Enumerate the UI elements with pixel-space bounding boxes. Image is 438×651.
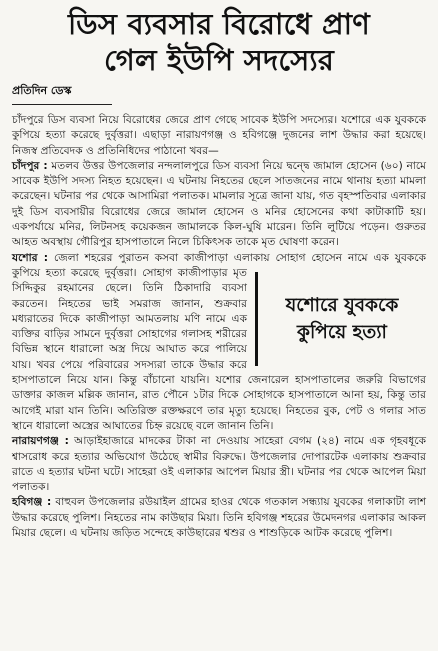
narayanganj-text: আড়াইহাজারে মাদকের টাকা না দেওয়ায় সাহেরা বেগম (২৪) নামে এক গৃহবধূকে শ্বাসরোধ করে হত্যার অভিযোগ উঠেছে স্বামীর বিরুদ্ধে। উপজেলার দোপারটেক এলাকায় শুক্রবার রাতে এ হত্যার ঘটনা ঘটে। সাহেরা ওই এলাকার আপেল মিয়ার স্ত্রী। ঘটনার পর থেকে আপেল মিয়া পলাতক। — [12, 435, 426, 494]
dateline-habiganj: হবিগঞ্জ : — [12, 496, 52, 509]
pull-quote-line-2: কুপিয়ে হত্যা — [297, 321, 387, 343]
habiganj-text: বাহুবল উপজেলার রউয়াইল গ্রামের হাওর থেকে গতকাল সন্ধ্যায় যুবকের গলাকাটা লাশ উদ্ধার করেছে পুলিশ। নিহতের নাম কাউছার মিয়া। তিনি হবিগঞ্জ শহরের উমেদনগর এলাকার আকল মিয়ার ছেলে। এ ঘটনায় জড়িত সন্দেহে কাউছারের শ্বশুর ও শাশুড়িকে আটক করেছে পুলিশ। — [12, 496, 426, 540]
article-body — [12, 113, 426, 541]
dateline-jessore: যশোর : — [12, 251, 49, 264]
jessore-paragraph — [12, 251, 426, 435]
pull-quote-box — [255, 272, 426, 366]
chandpur-text: মতলব উত্তর উপজেলার নন্দলালপুরে ডিস ব্যবসা নিয়ে দ্বন্দ্বে জামাল হোসেন (৬০) নামে সাবেক ইউপি সদস্য নিহত হয়েছেন। এ ঘটনায় নিহতের ছেলে সাতজনের নামে থানায় হত্যা মামলা করেছেন। ঘটনার পর থেকে আসামিরা পলাতক। মামলার সূত্রে জানা যায়, গত বৃহস্পতিবার এলাকার দুই ডিস ব্যবসায়ীর বিরোধের জেরে জামাল হোসেন ও মনির হোসেনের কথা কাটাকাটি হয়। একপর্যায়ে মনির, লিটনসহ কয়েকজন জামালকে কিল-ঘুষি মারেন। তিনি লুটিয়ে পড়েন। গুরুতর আহত অবস্থায় গৌরিপুর হাসপাতালে নিলে চিকিৎসক তাকে মৃত ঘোষণা করেন। — [12, 159, 426, 249]
byline: প্রতিদিন ডেস্ক — [12, 82, 112, 105]
jessore-text-a: জেলা শহরের পুরাতন কসবা কাজীপাড়া এলাকায় সোহাগ হোসেন নামে এক যুবককে কুপিয়ে হত্যা করেছে দুর্বৃত্তরা। — [12, 251, 426, 279]
jessore-text-b: সোহাগ কাজীপাড়ার মৃত সিদ্দিকুর রহমানের ছেলে। তিনি ঠিকাদারি ব্যবসা করতেন। নিহতের ভাই সমরাজ জানান, শুক্রবার মধ্যরাতের দিকে কাজীপাড়া আমতলায় মণি নামে এক ব্যক্তির বাড়ির সামনে দুর্বৃত্তরা সোহাগের গলাসহ শরীরের বিভিন্ন স্থানে ধারালো অস্ত্র দিয়ে আঘাত করে পালিয়ে যায়। খবর পেয়ে পরিবারের সদস্যরা তাকে উদ্ধার করে হাসপাতালে নিয়ে যান। কিন্তু বাঁচানো যায়নি। যশোর জেনারেল হাসপাতালের জরুরি বিভাগের ডাক্তার কাজল মল্লিক জানান, রাত পৌনে ১টার দিকে সোহাগকে হাসপাতালে আনা হয়, কিন্তু তার আগেই মারা যান তিনি। অতিরিক্ত রক্তক্ষরণে তার মৃত্যু হয়েছে। নিহতের বুক, পেট ও গলার সাত স্থানে ধারালো অস্ত্রের আঘাতের চিহ্ন রয়েছে বলে জানান তিনি। — [12, 266, 426, 432]
narayanganj-paragraph — [12, 434, 426, 495]
dateline-narayanganj: নারায়ণগঞ্জ : — [12, 435, 69, 448]
habiganj-paragraph — [12, 495, 426, 541]
headline-line-1: ডিস ব্যবসার বিরোধে প্রাণ — [67, 7, 371, 41]
headline — [12, 6, 426, 78]
dateline-chandpur: চাঁদপুর : — [12, 159, 48, 172]
headline-line-2: গেল ইউপি সদস্যের — [104, 43, 334, 77]
chandpur-paragraph — [12, 159, 426, 251]
pull-quote-line-1: যশোরে যুবককে — [285, 294, 399, 316]
intro-paragraph: চাঁদপুরে ডিস ব্যবসা নিয়ে বিরোধের জেরে প্রাণ গেছে সাবেক ইউপি সদস্যের। যশোরে এক যুবককে কুপিয়ে হত্যা করেছে দুর্বৃত্তরা। এছাড়া নারায়ণগঞ্জ ও হবিগঞ্জে দুজনের লাশ উদ্ধার করা হয়েছে। নিজস্ব প্রতিবেদক ও প্রতিনিধিদের পাঠানো খবর— — [12, 114, 426, 157]
pull-quote — [286, 292, 399, 346]
